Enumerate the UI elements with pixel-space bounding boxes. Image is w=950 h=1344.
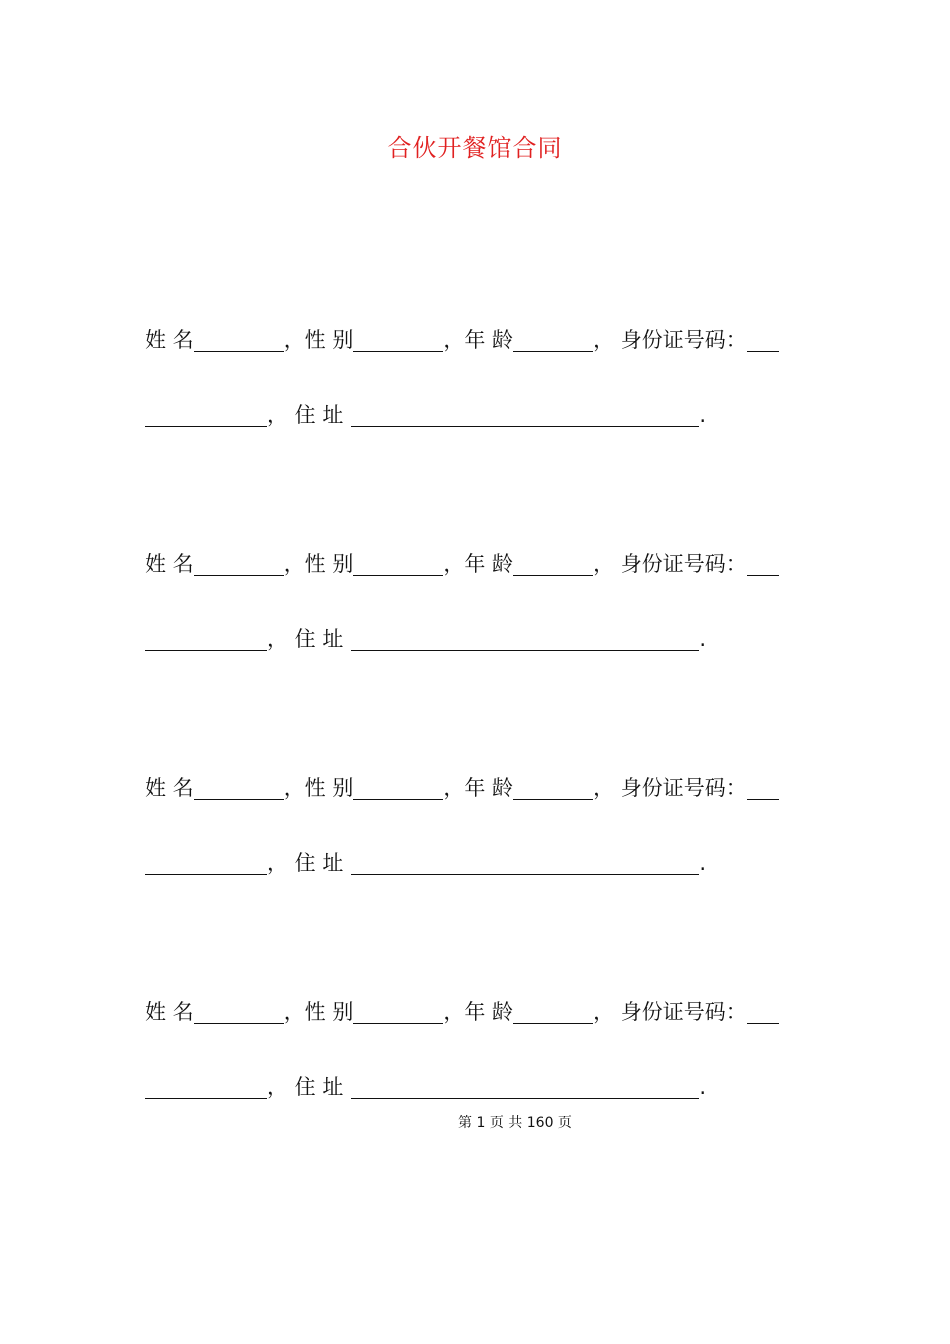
age-label: ，年 龄 [443, 552, 514, 576]
id-number-blank-end[interactable] [145, 398, 267, 427]
gender-blank[interactable] [353, 323, 443, 352]
name-blank[interactable] [194, 323, 284, 352]
gender-label: ，性 别 [283, 1000, 354, 1024]
id-number-blank-start[interactable] [747, 995, 779, 1024]
id-number-label: ， 身份证号码： [593, 776, 747, 800]
party-line-2 [145, 845, 706, 881]
party-line-2 [145, 397, 706, 433]
party-line-2 [145, 621, 706, 657]
end-period: . [699, 627, 707, 651]
gender-blank[interactable] [353, 771, 443, 800]
gender-label: ，性 别 [283, 776, 354, 800]
address-label: ， 住 址 [267, 403, 344, 427]
address-blank[interactable] [351, 1070, 699, 1099]
name-label: 姓 名 [145, 328, 194, 352]
gender-label: ，性 别 [283, 328, 354, 352]
party-line-1 [145, 994, 779, 1030]
id-number-blank-end[interactable] [145, 622, 267, 651]
name-blank[interactable] [194, 771, 284, 800]
gender-label: ，性 别 [283, 552, 354, 576]
address-label: ， 住 址 [267, 627, 344, 651]
name-label: 姓 名 [145, 1000, 194, 1024]
address-blank[interactable] [351, 622, 699, 651]
age-blank[interactable] [513, 995, 593, 1024]
id-number-label: ， 身份证号码： [593, 552, 747, 576]
party-line-1 [145, 546, 779, 582]
id-number-label: ， 身份证号码： [593, 1000, 747, 1024]
end-period: . [699, 403, 707, 427]
id-number-blank-start[interactable] [747, 547, 779, 576]
age-label: ，年 龄 [443, 328, 514, 352]
name-label: 姓 名 [145, 776, 194, 800]
end-period: . [699, 1075, 707, 1099]
id-number-blank-start[interactable] [747, 323, 779, 352]
name-blank[interactable] [194, 995, 284, 1024]
age-blank[interactable] [513, 323, 593, 352]
gender-blank[interactable] [353, 547, 443, 576]
name-blank[interactable] [194, 547, 284, 576]
document-title: 合伙开餐馆合同 [387, 134, 563, 162]
page-footer: 第 1 页 共 160 页 [458, 1115, 572, 1131]
age-label: ，年 龄 [443, 1000, 514, 1024]
party-line-1 [145, 770, 779, 806]
party-line-2 [145, 1069, 706, 1105]
id-number-blank-end[interactable] [145, 1070, 267, 1099]
party-line-1 [145, 322, 779, 358]
id-number-blank-start[interactable] [747, 771, 779, 800]
id-number-blank-end[interactable] [145, 846, 267, 875]
address-label: ， 住 址 [267, 851, 344, 875]
end-period: . [699, 851, 707, 875]
name-label: 姓 名 [145, 552, 194, 576]
age-blank[interactable] [513, 771, 593, 800]
id-number-label: ， 身份证号码： [593, 328, 747, 352]
address-blank[interactable] [351, 398, 699, 427]
age-blank[interactable] [513, 547, 593, 576]
address-blank[interactable] [351, 846, 699, 875]
age-label: ，年 龄 [443, 776, 514, 800]
address-label: ， 住 址 [267, 1075, 344, 1099]
gender-blank[interactable] [353, 995, 443, 1024]
